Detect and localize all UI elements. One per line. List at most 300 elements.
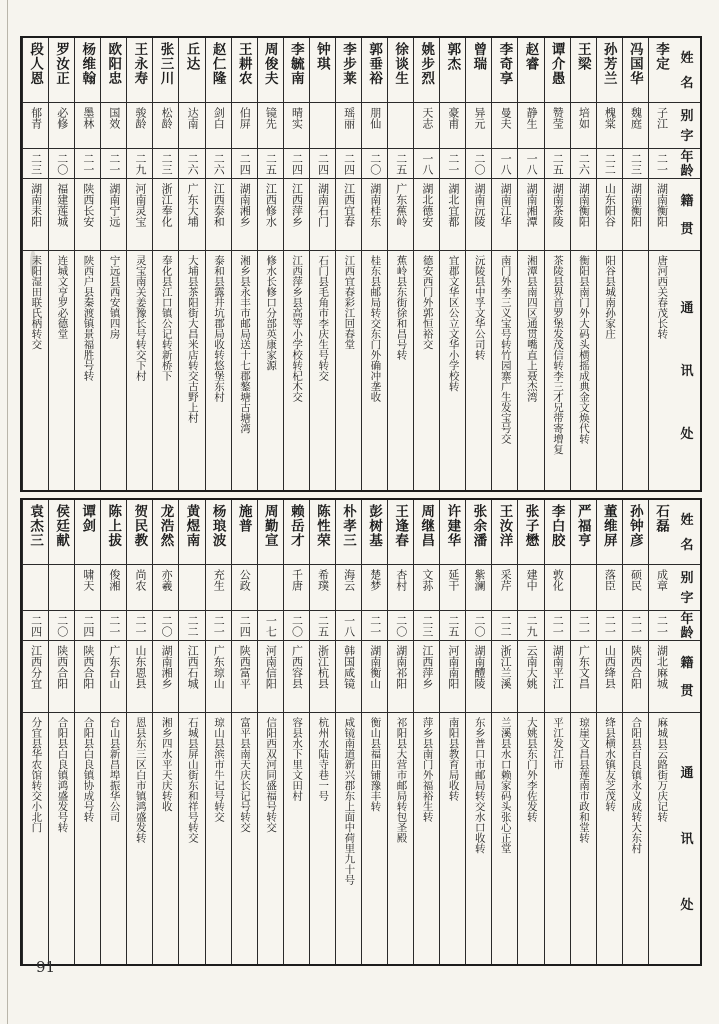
header-label-cell — [674, 500, 700, 564]
header-label-char: 通 — [680, 765, 694, 780]
native-place-cell — [100, 640, 126, 712]
native-place-cell-text: 山东阳谷 — [603, 183, 616, 227]
address-cell — [178, 712, 204, 964]
native-place-cell — [544, 640, 570, 712]
header-label-cell — [674, 178, 700, 250]
address-cell-text: 唐河西关春茂长转 — [656, 255, 668, 339]
name-cell-text: 石磊 — [653, 504, 669, 533]
courtesy-name-cell-text: 槐棠 — [603, 107, 616, 129]
entry-column — [205, 38, 231, 490]
address-cell — [544, 250, 570, 490]
address-cell — [205, 250, 231, 490]
header-label-cell — [674, 640, 700, 712]
name-cell-text: 周俊夫 — [262, 42, 278, 86]
entry-column — [74, 38, 100, 490]
address-cell — [517, 712, 543, 964]
address-cell — [231, 250, 257, 490]
age-cell-text: 二一 — [107, 152, 120, 175]
age-cell — [48, 148, 74, 178]
native-place-cell — [570, 178, 596, 250]
courtesy-name-cell — [74, 564, 100, 610]
name-cell — [517, 38, 543, 102]
age-cell-text: 二一 — [368, 614, 381, 637]
name-cell-text: 赵睿 — [523, 42, 539, 71]
age-cell-text: 二一 — [655, 152, 668, 175]
entry-column — [283, 500, 309, 964]
native-place-cell — [283, 178, 309, 250]
age-cell-text: 二四 — [290, 152, 303, 175]
name-cell-text: 徐谈生 — [393, 42, 409, 86]
name-cell-text: 李毓南 — [288, 42, 304, 86]
name-cell-text: 李步莱 — [341, 42, 356, 86]
entry-column — [283, 38, 309, 490]
native-place-cell — [205, 178, 231, 250]
native-place-cell-text: 湖南茶陵 — [551, 183, 564, 227]
entry-column — [413, 38, 439, 490]
courtesy-name-cell — [622, 102, 648, 148]
address-cell-text: 合阳县白良镇鸿盛发号转 — [56, 717, 68, 833]
entry-column — [48, 500, 74, 964]
name-cell-text: 赵仁隆 — [210, 42, 226, 86]
header-column — [674, 500, 700, 964]
name-cell-text: 孙钟彦 — [627, 504, 643, 548]
address-cell — [648, 250, 674, 490]
native-place-cell — [387, 640, 413, 712]
age-cell — [283, 610, 309, 640]
native-place-cell-text: 广东琼山 — [212, 645, 225, 689]
name-cell — [205, 500, 231, 564]
name-cell — [648, 38, 674, 102]
courtesy-name-cell-text: 千唐 — [290, 569, 303, 591]
name-cell — [309, 500, 335, 564]
age-cell-text: 二四 — [238, 614, 251, 637]
native-place-cell-text: 湖南宁远 — [107, 183, 120, 227]
name-cell-text: 罗汝正 — [54, 42, 70, 86]
courtesy-name-cell-text: 魏庭 — [629, 107, 642, 129]
age-cell — [22, 610, 48, 640]
header-label-char: 贯 — [680, 221, 694, 236]
native-place-cell — [622, 640, 648, 712]
courtesy-name-cell-text: 赞莹 — [551, 107, 564, 129]
name-cell-text: 陈性荣 — [314, 504, 330, 548]
native-place-cell — [74, 640, 100, 712]
native-place-cell — [517, 178, 543, 250]
age-cell — [517, 148, 543, 178]
native-place-cell-text: 湖南衡山 — [368, 645, 381, 689]
address-cell — [361, 250, 387, 490]
entry-column — [413, 500, 439, 964]
address-cell — [126, 712, 152, 964]
name-cell — [283, 500, 309, 564]
age-cell-text: 二一 — [603, 614, 616, 637]
native-place-cell — [152, 640, 178, 712]
courtesy-name-cell — [622, 564, 648, 610]
native-place-cell-text: 福建莲城 — [55, 183, 68, 227]
courtesy-name-cell-text: 俊湘 — [107, 569, 120, 591]
native-place-cell-text: 河南灵宝 — [133, 183, 146, 227]
courtesy-name-cell-text: 曼夫 — [499, 107, 512, 129]
address-cell-text: 分宜县华农馆转交小北门 — [30, 717, 42, 833]
age-cell-text: 二三 — [160, 152, 173, 175]
age-cell — [491, 148, 517, 178]
courtesy-name-cell — [387, 564, 413, 610]
age-cell — [387, 610, 413, 640]
entry-column — [544, 38, 570, 490]
age-cell-text: 二〇 — [394, 614, 407, 637]
address-cell-text: 琼山县滨市牛记号转交 — [212, 717, 224, 822]
age-cell — [283, 148, 309, 178]
age-cell-text: 二〇 — [473, 614, 485, 637]
address-cell-text: 平江发江市 — [551, 717, 563, 770]
address-cell-text: 大埔县茶阳街大昌米店转交古野上村 — [186, 255, 198, 423]
header-label-char: 通 — [680, 300, 694, 315]
address-cell-text: 合阳县百良镇永义成转大东村 — [630, 717, 642, 854]
header-label-char: 处 — [680, 897, 694, 912]
name-cell-text: 段人恩 — [28, 42, 44, 86]
age-cell — [648, 610, 674, 640]
age-cell — [74, 610, 100, 640]
courtesy-name-cell-text: 建中 — [525, 569, 538, 591]
native-place-cell-text: 广西容县 — [290, 645, 303, 689]
age-cell-text: 二五 — [394, 152, 407, 175]
header-label-char: 龄 — [680, 625, 694, 640]
name-cell-text: 李白胶 — [549, 504, 565, 548]
address-cell-text: 容县水下里文田村 — [291, 717, 303, 801]
address-cell — [491, 250, 517, 490]
courtesy-name-cell — [491, 564, 517, 610]
native-place-cell-text: 江西宜春 — [342, 183, 355, 227]
courtesy-name-cell — [413, 564, 439, 610]
address-cell-text: 衡山县福田铺豫丰转 — [369, 717, 381, 812]
courtesy-name-cell — [570, 102, 596, 148]
age-cell — [387, 148, 413, 178]
address-cell — [387, 250, 413, 490]
native-place-cell-text: 湖南湘乡 — [238, 183, 251, 227]
address-cell-text: 咸镜南道新兴郡东上面中荷里九十号 — [343, 717, 355, 885]
native-place-cell-text: 云南大姚 — [525, 645, 538, 689]
address-cell — [570, 250, 596, 490]
native-place-cell-text: 浙江杭县 — [316, 645, 329, 689]
courtesy-name-cell-text: 充生 — [212, 569, 225, 591]
entry-column — [335, 38, 361, 490]
courtesy-name-cell-text: 培如 — [577, 107, 590, 129]
courtesy-name-cell — [257, 564, 283, 610]
courtesy-name-cell — [257, 102, 283, 148]
entry-column — [309, 38, 335, 490]
courtesy-name-cell-text: 静生 — [525, 107, 538, 129]
age-cell — [74, 148, 100, 178]
courtesy-name-cell — [126, 564, 152, 610]
name-cell-text: 侯廷献 — [54, 504, 70, 548]
name-cell-text: 冯国华 — [627, 42, 643, 86]
age-cell — [152, 610, 178, 640]
courtesy-name-cell — [178, 564, 204, 610]
header-label-char: 姓 — [680, 49, 694, 65]
age-cell — [100, 610, 126, 640]
age-cell — [544, 610, 570, 640]
address-cell — [413, 712, 439, 964]
courtesy-name-cell — [205, 564, 231, 610]
name-cell-text: 谭剑 — [80, 504, 96, 533]
courtesy-name-cell — [570, 564, 596, 610]
age-cell-text: 二一 — [107, 614, 120, 637]
native-place-cell-text: 陕西长安 — [81, 183, 94, 227]
address-cell-text: 大姚县东门外李佐发转 — [525, 717, 537, 822]
address-cell-text: 东乡普口市邮局转交水口收转 — [473, 717, 485, 854]
age-cell — [517, 610, 543, 640]
age-cell — [361, 610, 387, 640]
name-cell-text: 郭杰 — [445, 42, 461, 71]
age-cell — [570, 148, 596, 178]
name-cell — [387, 38, 413, 102]
name-cell-text: 龙浩然 — [158, 504, 174, 548]
courtesy-name-cell-text: 亦羲 — [160, 569, 173, 591]
age-cell-text: 二〇 — [368, 152, 381, 175]
address-cell-text: 南阳县教育局收转 — [447, 717, 459, 801]
address-cell-text: 衡阳县南门外大码头横摇成典金文焕代转 — [578, 255, 590, 444]
courtesy-name-cell-text: 成章 — [655, 569, 668, 591]
header-label-char: 讯 — [680, 831, 694, 846]
name-cell — [544, 38, 570, 102]
name-cell-text: 孙芳兰 — [601, 42, 617, 86]
header-label-char: 籍 — [680, 193, 694, 208]
courtesy-name-cell — [544, 102, 570, 148]
native-place-cell — [361, 640, 387, 712]
name-cell — [491, 500, 517, 564]
courtesy-name-cell-text: 达南 — [186, 107, 199, 129]
courtesy-name-cell — [439, 564, 465, 610]
age-cell-text: 二三 — [629, 152, 642, 175]
header-label-char: 字 — [680, 589, 694, 605]
address-cell — [622, 250, 648, 490]
address-cell-text: 信阳西双河同盛福号转交 — [265, 717, 277, 833]
name-cell — [205, 38, 231, 102]
age-cell-text: 二四 — [238, 152, 251, 175]
address-cell-text: 富平县南天庆长记号转交 — [239, 717, 251, 833]
native-place-cell — [413, 178, 439, 250]
courtesy-name-cell — [309, 564, 335, 610]
native-place-cell-text: 湖北德安 — [420, 183, 433, 227]
entry-column — [491, 38, 517, 490]
native-place-cell — [309, 640, 335, 712]
name-cell — [361, 38, 387, 102]
address-cell — [48, 712, 74, 964]
header-label-cell — [674, 250, 700, 490]
name-cell — [648, 500, 674, 564]
native-place-cell — [335, 640, 361, 712]
age-cell-text: 一八 — [420, 152, 433, 175]
name-cell-text: 彭树基 — [367, 504, 383, 548]
address-cell-text: 湘乡四水平天庆转收 — [160, 717, 172, 812]
address-cell — [491, 712, 517, 964]
courtesy-name-cell-text: 骏龄 — [133, 107, 146, 129]
courtesy-name-cell-text: 文荪 — [420, 569, 433, 591]
native-place-cell-text: 湖南衡阳 — [629, 183, 642, 227]
entry-column — [22, 500, 48, 964]
address-cell-text: 麻城县云路街万庆记转 — [656, 717, 668, 822]
name-cell-text: 李奇享 — [497, 42, 513, 86]
courtesy-name-cell — [413, 102, 439, 148]
name-cell — [152, 38, 178, 102]
native-place-cell-text: 河南南阳 — [446, 645, 459, 689]
address-cell — [48, 250, 74, 490]
address-cell-text: 合阳县白良镇协成号转 — [82, 717, 94, 822]
courtesy-name-cell-text: 国效 — [107, 107, 120, 129]
courtesy-name-cell — [387, 102, 413, 148]
entry-column — [648, 38, 674, 490]
name-cell — [126, 500, 152, 564]
age-cell — [257, 148, 283, 178]
courtesy-name-cell — [283, 564, 309, 610]
entry-column — [178, 38, 204, 490]
courtesy-name-cell-text: 公政 — [238, 569, 251, 591]
age-cell — [309, 148, 335, 178]
header-label-cell — [674, 712, 700, 964]
age-cell-text: 二五 — [264, 152, 277, 175]
age-cell-text: 二一 — [81, 152, 94, 175]
name-cell-text: 郭垂裕 — [367, 42, 383, 86]
address-cell — [309, 250, 335, 490]
native-place-cell-text: 湖南湘乡 — [160, 645, 173, 689]
courtesy-name-cell-text: 紫澜 — [473, 569, 485, 591]
entry-column — [622, 500, 648, 964]
age-cell — [335, 148, 361, 178]
address-cell-text: 南门外李三义宝号转竹园寨广生发宝号交 — [499, 255, 511, 444]
courtesy-name-cell-text: 瑶丽 — [342, 107, 355, 129]
header-label-char: 别 — [680, 108, 694, 124]
address-cell — [231, 712, 257, 964]
address-cell — [283, 712, 309, 964]
name-cell — [231, 500, 257, 564]
address-cell — [596, 712, 622, 964]
address-cell — [74, 250, 100, 490]
entry-column — [152, 38, 178, 490]
name-cell-text: 朴孝三 — [341, 504, 356, 548]
native-place-cell — [439, 178, 465, 250]
name-cell-text: 李定 — [653, 42, 669, 71]
native-place-cell — [178, 640, 204, 712]
entry-column — [74, 500, 100, 964]
native-place-cell — [126, 640, 152, 712]
name-cell — [257, 38, 283, 102]
age-cell-text: 二六 — [212, 152, 225, 175]
entry-column — [335, 500, 361, 964]
address-cell — [283, 250, 309, 490]
name-cell — [178, 500, 204, 564]
courtesy-name-cell — [439, 102, 465, 148]
courtesy-name-cell-text: 异元 — [473, 107, 485, 129]
native-place-cell — [439, 640, 465, 712]
native-place-cell-text: 陕西合阳 — [81, 645, 94, 689]
entry-column — [178, 500, 204, 964]
name-cell-text: 张子懋 — [523, 504, 539, 548]
header-label-char: 籍 — [680, 655, 694, 670]
name-cell-text: 施普 — [236, 504, 252, 533]
address-cell — [465, 712, 491, 964]
courtesy-name-cell — [152, 564, 178, 610]
address-cell-text: 宜郡文华区公立文华小学校转 — [447, 255, 459, 392]
name-cell — [517, 500, 543, 564]
courtesy-name-cell — [335, 102, 361, 148]
courtesy-name-cell — [126, 102, 152, 148]
courtesy-name-cell — [648, 564, 674, 610]
courtesy-name-cell-text: 子江 — [655, 107, 668, 129]
native-place-cell — [544, 178, 570, 250]
native-place-cell — [596, 178, 622, 250]
native-place-cell-text: 湖南湘潭 — [525, 183, 538, 227]
address-cell — [361, 712, 387, 964]
address-cell — [439, 712, 465, 964]
name-cell — [596, 38, 622, 102]
native-place-cell — [22, 640, 48, 712]
age-cell-text: 二一 — [655, 614, 668, 637]
address-cell — [622, 712, 648, 964]
name-cell — [387, 500, 413, 564]
name-cell — [126, 38, 152, 102]
age-cell — [439, 610, 465, 640]
entry-column — [517, 38, 543, 490]
native-place-cell-text: 山西绛县 — [603, 645, 616, 689]
age-cell-text: 一八 — [525, 152, 538, 175]
name-cell-text: 周勤宣 — [262, 504, 278, 548]
header-label-char: 字 — [680, 127, 694, 143]
name-cell-text: 周继昌 — [419, 504, 435, 548]
address-cell-text: 石城县屏山街东和祥号转交 — [186, 717, 198, 843]
age-cell-text: 二四 — [29, 614, 42, 637]
name-cell — [74, 38, 100, 102]
address-cell-text: 修水长修口分部英康家源 — [265, 255, 277, 371]
native-place-cell-text: 广东台山 — [107, 645, 120, 689]
native-place-cell — [517, 640, 543, 712]
age-cell — [361, 148, 387, 178]
native-place-cell — [335, 178, 361, 250]
age-cell — [126, 610, 152, 640]
name-cell-text: 许建华 — [445, 504, 461, 548]
courtesy-name-cell-text: 落臣 — [603, 569, 616, 591]
name-cell — [152, 500, 178, 564]
address-cell — [178, 250, 204, 490]
age-cell — [335, 610, 361, 640]
entry-column — [570, 38, 596, 490]
address-cell — [596, 250, 622, 490]
native-place-cell — [465, 178, 491, 250]
name-cell — [257, 500, 283, 564]
address-cell-text: 江西萍乡县高等小学校转杞木交 — [291, 255, 303, 402]
native-place-cell — [178, 178, 204, 250]
courtesy-name-cell — [48, 102, 74, 148]
courtesy-name-cell-text: 杏村 — [394, 569, 407, 591]
address-cell-text: 德安西门外郭恒裕交 — [421, 255, 433, 350]
entry-column — [596, 500, 622, 964]
header-label-cell — [674, 148, 700, 178]
native-place-cell-text: 湖北宜都 — [446, 183, 459, 227]
name-cell-text: 王梁 — [575, 42, 591, 71]
courtesy-name-cell — [22, 564, 48, 610]
courtesy-name-cell — [231, 564, 257, 610]
native-place-cell — [570, 640, 596, 712]
courtesy-name-cell — [596, 102, 622, 148]
address-cell-text: 恩县东三区白市镇鸿盛发转 — [134, 717, 146, 843]
header-label-cell — [674, 610, 700, 640]
native-place-cell-text: 湖南沅陵 — [473, 183, 485, 227]
header-label-char: 贯 — [680, 683, 694, 698]
name-cell — [178, 38, 204, 102]
age-cell-text: 二五 — [316, 614, 329, 637]
name-cell — [596, 500, 622, 564]
directory-table-top — [20, 36, 702, 492]
name-cell-text: 姚步烈 — [419, 42, 435, 86]
native-place-cell-text: 广东蕉岭 — [394, 183, 407, 227]
